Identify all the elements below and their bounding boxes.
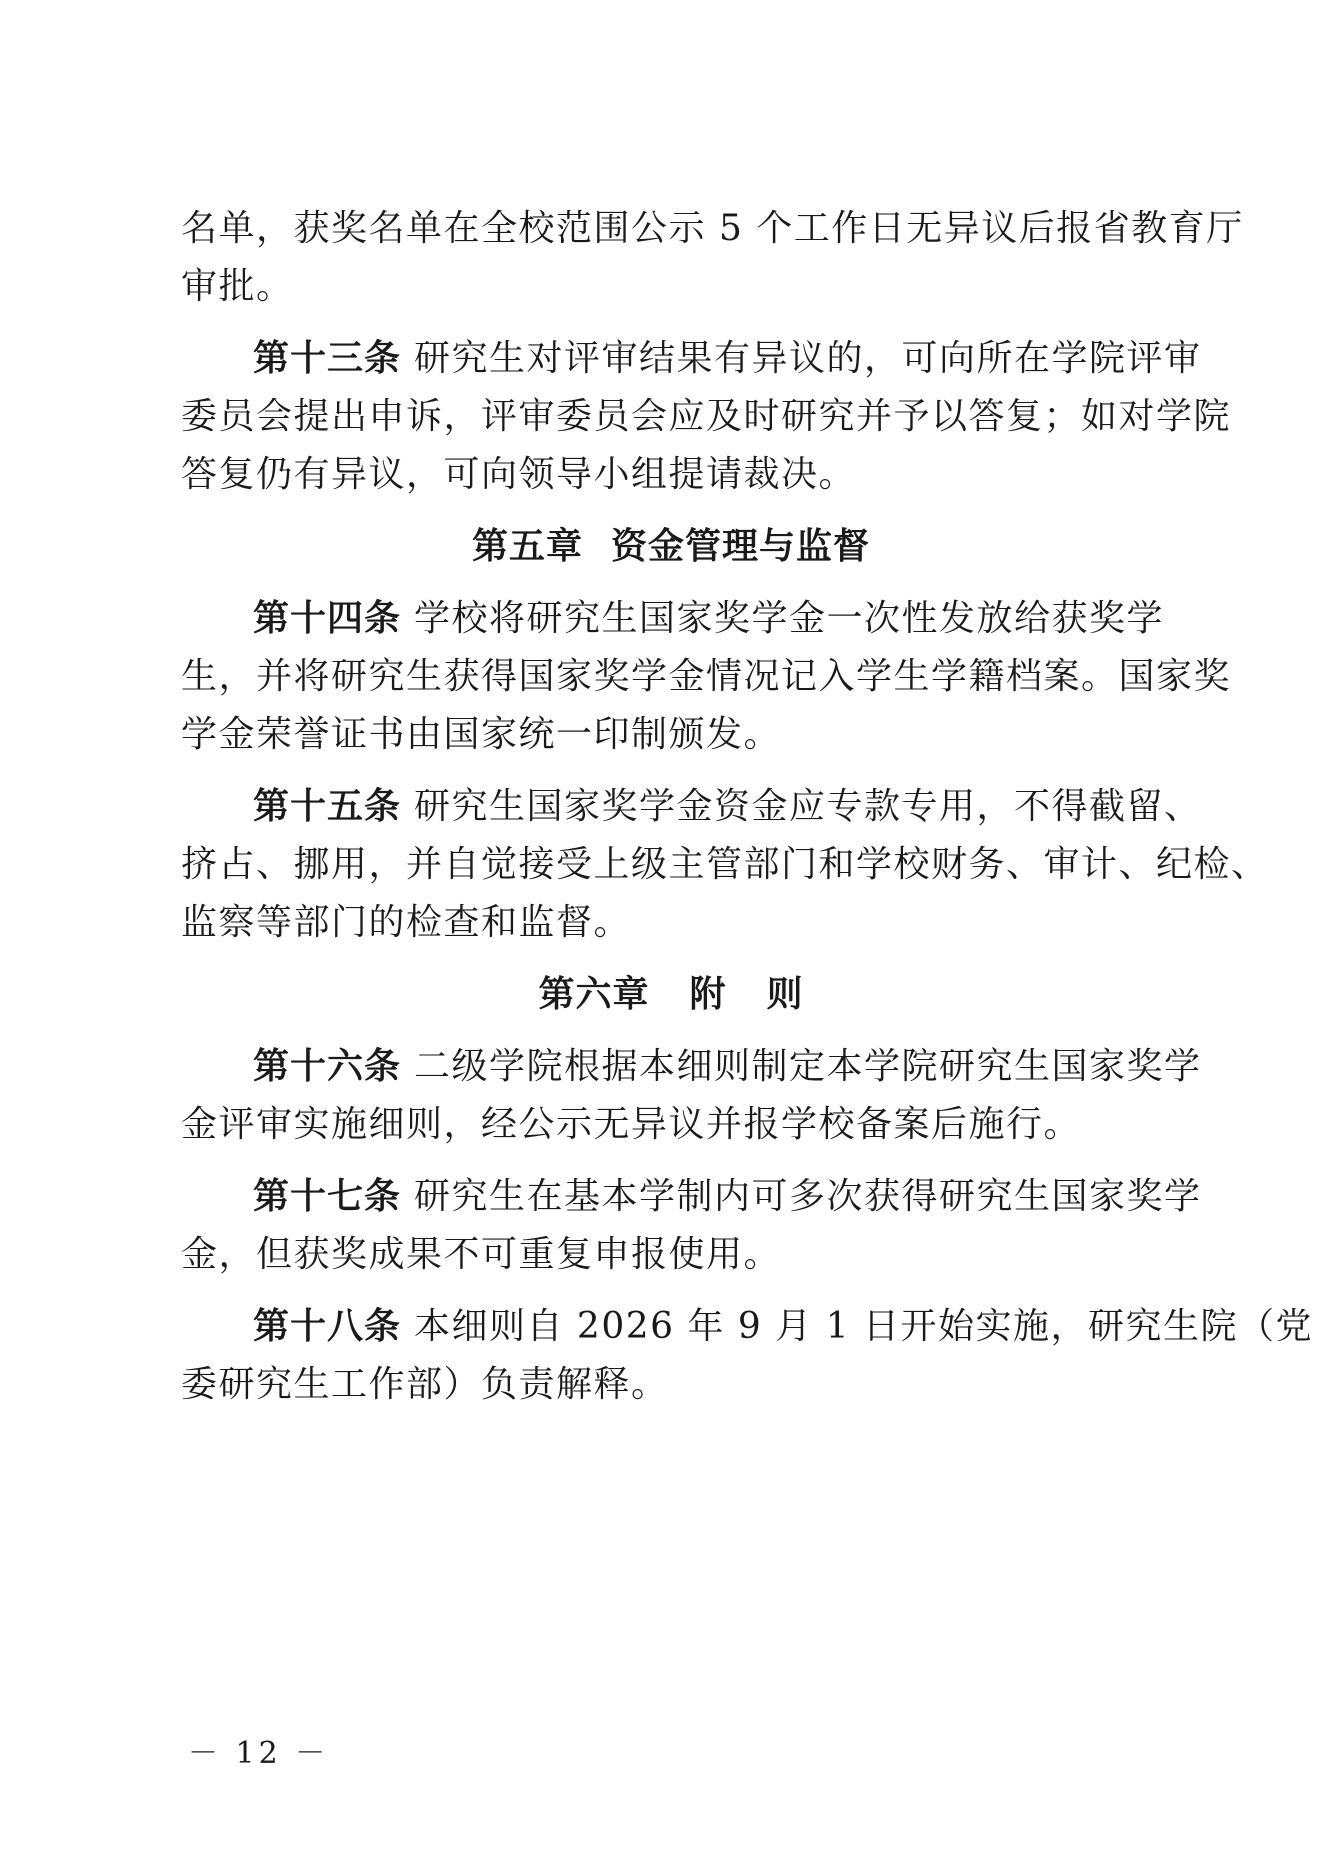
article-18: [181, 1298, 1314, 1356]
chapter-heading: [181, 518, 1161, 576]
chapter-title-part: 则: [766, 974, 804, 1015]
continuation-line: 名单，获奖名单在全校范围公示 5 个工作日无异议后报省教育厅: [181, 208, 1244, 249]
article-text: 学金荣誉证书由国家统一印制颁发。: [181, 714, 782, 755]
article-text: 监察等部门的检查和监督。: [181, 902, 632, 943]
article-text: 委员会提出申诉，评审委员会应及时研究并予以答复；如对学院: [181, 396, 1232, 437]
article-title: 第十八条: [253, 1306, 402, 1347]
article-text: 挤占、挪用，并自觉接受上级主管部门和学校财务、审计、纪检、: [181, 844, 1269, 885]
article-13: [181, 330, 1202, 388]
article-text: 研究生在基本学制内可多次获得研究生国家奖学: [413, 1176, 1202, 1217]
article-title: 第十三条: [253, 338, 402, 379]
article-title: 第十六条: [253, 1046, 402, 1087]
article-17: [181, 1168, 1202, 1226]
chapter-title-part: 附: [689, 974, 727, 1015]
article-text: 金评审实施细则，经公示无异议并报学校备案后施行。: [181, 1104, 1082, 1145]
article-text: 本细则自 2026 年 9 月 1 日开始实施，研究生院（党: [413, 1306, 1314, 1347]
chapter-number: 第六章: [538, 974, 650, 1015]
article-text: 研究生对评审结果有异议的，可向所在学院评审: [413, 338, 1202, 379]
article-text: 二级学院根据本细则制定本学院研究生国家奖学: [413, 1046, 1202, 1087]
chapter-title: 资金管理与监督: [611, 526, 871, 567]
chapter-number: 第五章: [471, 526, 583, 567]
article-text: 生，并将研究生获得国家奖学金情况记入学生学籍档案。国家奖: [181, 656, 1232, 697]
article-title: 第十七条: [253, 1176, 402, 1217]
page-number: － 12 －: [188, 1736, 330, 1771]
article-text: 委研究生工作部）负责解释。: [181, 1364, 669, 1405]
article-text: 答复仍有异议，可向领导小组提请裁决。: [181, 454, 857, 495]
chapter-heading: [181, 966, 1161, 1024]
continuation-line: 审批。: [181, 266, 294, 307]
document-body: [181, 200, 1314, 1414]
article-title: 第十四条: [253, 598, 402, 639]
article-14: [181, 590, 1164, 648]
article-title: 第十五条: [253, 786, 402, 827]
article-16: [181, 1038, 1202, 1096]
article-text: 研究生国家奖学金资金应专款专用，不得截留、: [413, 786, 1202, 827]
article-15: [181, 778, 1202, 836]
article-text: 学校将研究生国家奖学金一次性发放给获奖学: [413, 598, 1164, 639]
article-text: 金，但获奖成果不可重复申报使用。: [181, 1234, 782, 1275]
